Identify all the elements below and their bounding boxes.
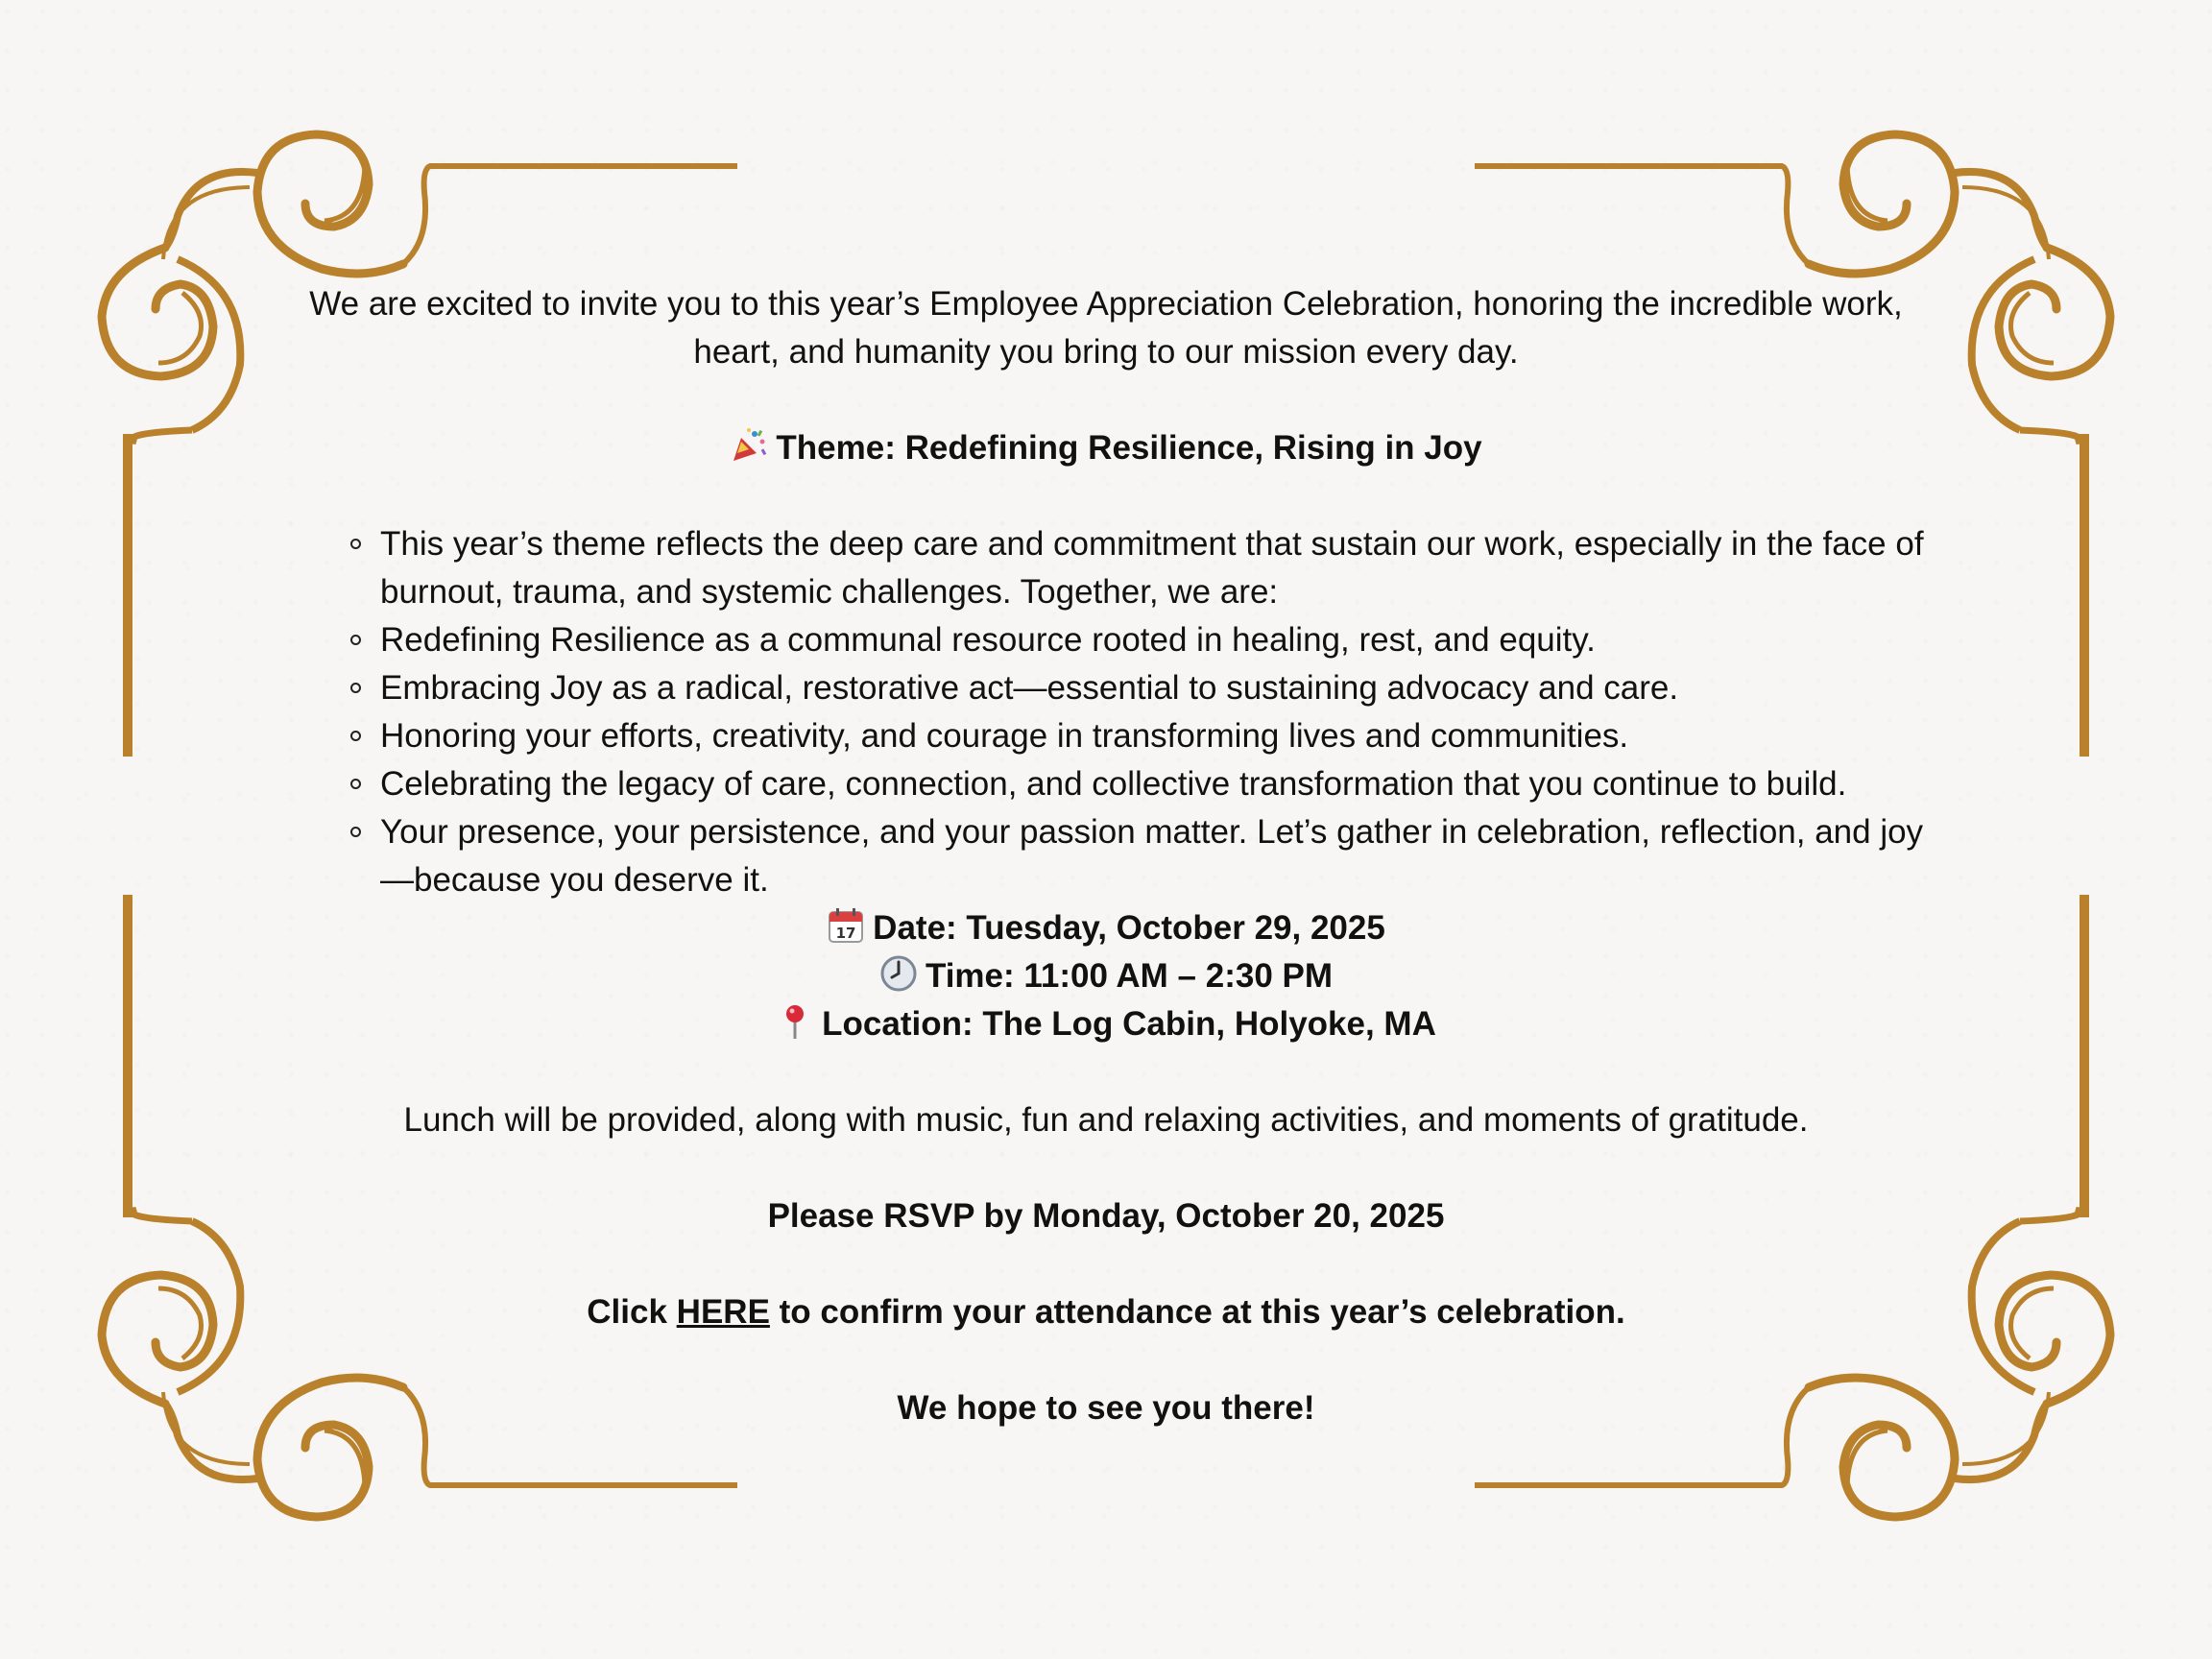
clock-icon	[879, 954, 918, 993]
list-item	[380, 616, 1924, 664]
bullet-text: This year’s theme reflects the deep care and commitment that sustain our work, especially in the face of burnout, trauma, and systemic challenges. Together, we are:	[380, 525, 1924, 611]
rsvp-deadline: Please RSVP by Monday, October 20, 2025	[767, 1197, 1445, 1235]
list-item	[380, 520, 1924, 616]
svg-text:17: 17	[835, 925, 856, 942]
intro-paragraph: We are excited to invite you to this year’s Employee Appreciation Celebration, honoring the incredible work, heart, and humanity you bring to our mission every day.	[309, 285, 1903, 371]
bullet-text: Celebrating the legacy of care, connection, and collective transformation that you continue to build.	[380, 765, 1847, 803]
event-time	[288, 952, 1924, 1000]
bullet-circle-icon	[350, 635, 361, 645]
bullet-circle-icon	[350, 539, 361, 549]
bullet-circle-icon	[350, 731, 361, 741]
confirm-prefix: Click	[587, 1293, 677, 1331]
theme-text: Theme: Redefining Resilience, Rising in Joy	[776, 429, 1482, 467]
list-item	[380, 760, 1924, 808]
confirm-suffix: to confirm your attendance at this year’s celebration.	[769, 1293, 1625, 1331]
calendar-icon	[827, 906, 865, 945]
bullet-circle-icon	[350, 779, 361, 789]
bullet-circle-icon	[350, 683, 361, 693]
pin-icon	[776, 1002, 814, 1041]
bullet-text: Embracing Joy as a radical, restorative act—essential to sustaining advocacy and care.	[380, 669, 1679, 707]
confirm-line	[288, 1288, 1924, 1336]
invitation-body	[288, 280, 1924, 1432]
event-time-text: Time: 11:00 AM – 2:30 PM	[925, 957, 1334, 995]
list-item	[380, 664, 1924, 712]
bullet-circle-icon	[350, 827, 361, 837]
lunch-note: Lunch will be provided, along with music, fun and relaxing activities, and moments of gratitude.	[403, 1101, 1809, 1139]
closing-line: We hope to see you there!	[897, 1389, 1315, 1427]
event-location	[288, 1000, 1924, 1048]
bullet-text: Redefining Resilience as a communal resource rooted in healing, rest, and equity.	[380, 621, 1596, 659]
theme-line	[288, 424, 1924, 472]
list-item	[380, 808, 1924, 904]
list-item	[380, 712, 1924, 760]
event-date	[288, 904, 1924, 952]
event-location-text: Location: The Log Cabin, Holyoke, MA	[822, 1005, 1436, 1043]
event-date-text: Date: Tuesday, October 29, 2025	[873, 909, 1385, 947]
party-popper-icon	[730, 426, 768, 465]
bullet-text: Your presence, your persistence, and your passion matter. Let’s gather in celebration, reflection, and joy—because you deserve it.	[380, 813, 1924, 899]
bullet-text: Honoring your efforts, creativity, and courage in transforming lives and communities.	[380, 717, 1629, 755]
theme-bullet-list	[288, 520, 1924, 904]
rsvp-link[interactable]: HERE	[676, 1293, 770, 1331]
